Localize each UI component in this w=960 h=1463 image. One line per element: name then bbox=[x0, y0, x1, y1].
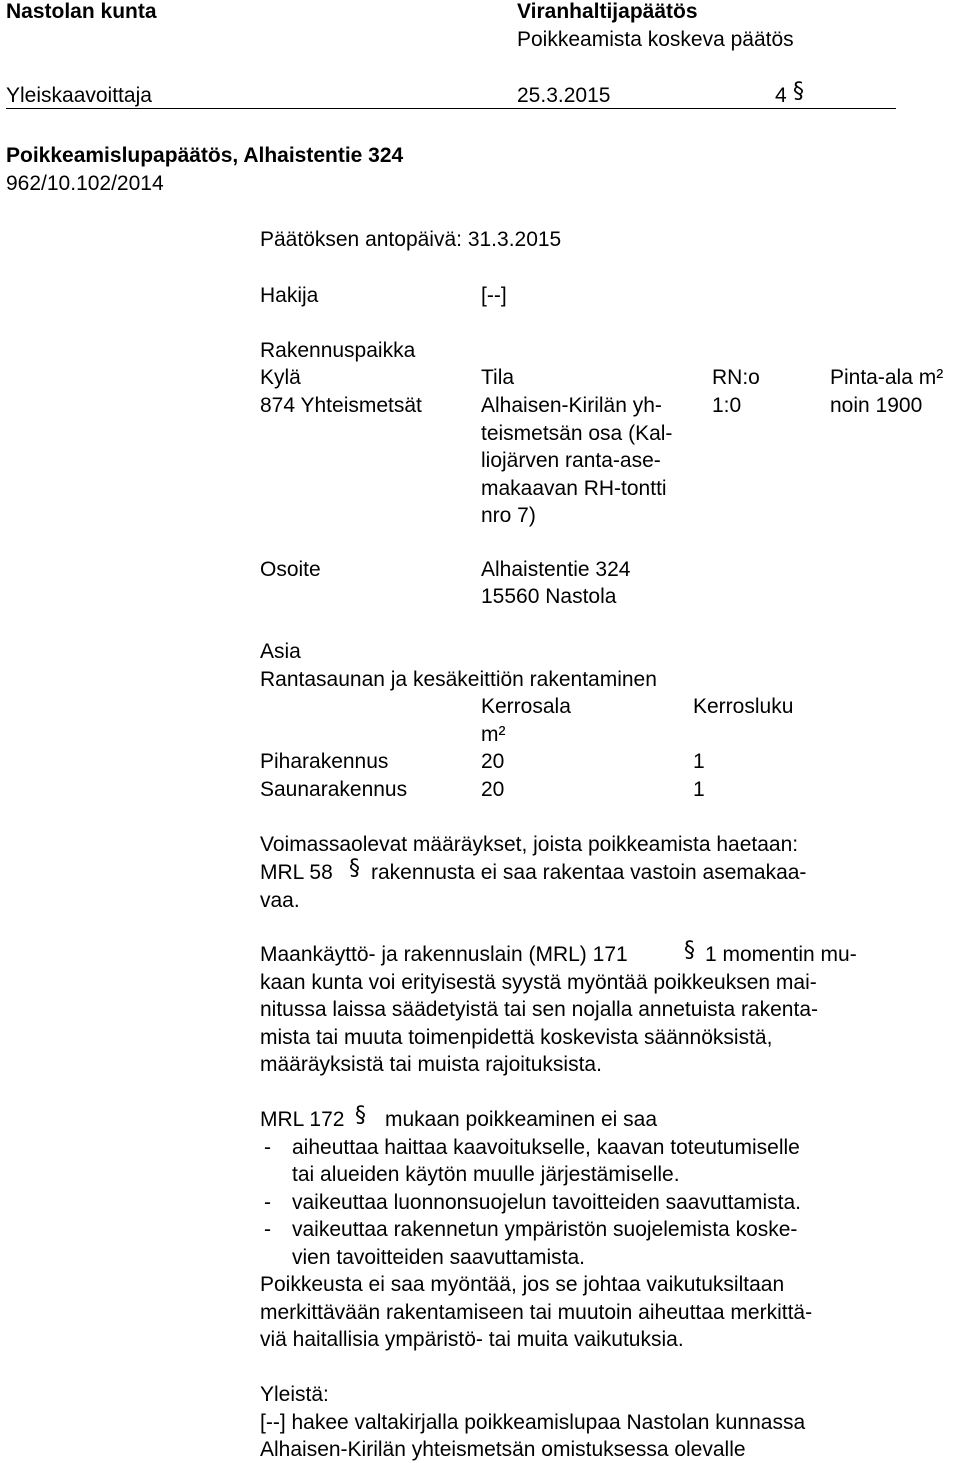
para1-line: mista tai muuta toimenpidettä koskevista säännöksistä, bbox=[260, 1026, 773, 1049]
building-floors: 1 bbox=[693, 750, 705, 773]
matter-description: Rantasaunan ja kesäkeittiön rakentaminen bbox=[260, 668, 657, 691]
para2-tail: viä haitallisia ympäristö- tai muita vaikutuksia. bbox=[260, 1328, 684, 1351]
bullet-text: tai alueiden käytön muulle järjestämiselle. bbox=[292, 1163, 680, 1186]
doc-subtype: Poikkeamista koskeva päätös bbox=[517, 28, 794, 51]
building-name: Piharakennus bbox=[260, 750, 389, 773]
general-label: Yleistä: bbox=[260, 1383, 329, 1406]
site-header-area: Pinta-ala m² bbox=[830, 366, 944, 389]
case-number: 962/10.102/2014 bbox=[6, 172, 164, 195]
section-number: 4 bbox=[775, 84, 787, 107]
decision-date: Päätöksen antopäivä: 31.3.2015 bbox=[260, 228, 562, 251]
bullet-dash: - bbox=[264, 1136, 271, 1159]
regulations-intro: Voimassaolevat määräykset, joista poikkeamista haetaan: bbox=[260, 833, 799, 856]
site-header-rn: RN:o bbox=[712, 366, 760, 389]
site-estate-line: teismetsän osa (Kal- bbox=[481, 421, 673, 445]
site-header-estate: Tila bbox=[481, 366, 515, 389]
org-name: Nastolan kunta bbox=[6, 0, 157, 23]
para1-line: nitussa laissa säädetyistä tai sen nojalla annetuista rakenta- bbox=[260, 998, 818, 1021]
col-floors: Kerrosluku bbox=[693, 695, 794, 718]
section-sign-icon: § bbox=[684, 938, 695, 963]
bullet-dash: - bbox=[264, 1191, 271, 1214]
address-line2: 15560 Nastola bbox=[481, 585, 617, 608]
para2-tail: merkittävään rakentamiseen tai muutoin aiheuttaa merkittä- bbox=[260, 1301, 813, 1324]
header-divider bbox=[6, 108, 896, 109]
bullet-text: aiheuttaa haittaa kaavoitukselle, kaavan toteutumiselle bbox=[292, 1136, 800, 1159]
address-line1: Alhaistentie 324 bbox=[481, 558, 631, 581]
para1-line: kaan kunta voi erityisestä syystä myöntää poikkeuksen mai- bbox=[260, 971, 817, 994]
site-label: Rakennuspaikka bbox=[260, 339, 416, 362]
site-rn: 1:0 bbox=[712, 394, 742, 417]
general-line: Alhaisen-Kirilän yhteismetsän omistuksessa olevalle bbox=[260, 1438, 746, 1461]
site-village: 874 Yhteismetsät bbox=[260, 394, 422, 417]
para2-ref: MRL 172 bbox=[260, 1108, 345, 1131]
para1-line: määräyksistä tai muista rajoituksista. bbox=[260, 1053, 602, 1076]
section-sign-icon: § bbox=[793, 79, 804, 104]
site-estate bbox=[481, 392, 672, 530]
official-title: Yleiskaavoittaja bbox=[6, 84, 152, 107]
matter-label: Asia bbox=[260, 640, 301, 663]
doc-type: Viranhaltijapäätös bbox=[517, 0, 698, 23]
building-floors: 1 bbox=[693, 778, 705, 801]
section-sign-icon: § bbox=[355, 1103, 366, 1128]
applicant-value: [--] bbox=[481, 284, 507, 307]
col-floor-area: Kerrosala bbox=[481, 695, 571, 718]
para2-tail: Poikkeusta ei saa myöntää, jos se johtaa vaikutuksiltaan bbox=[260, 1273, 785, 1296]
building-name: Saunarakennus bbox=[260, 778, 408, 801]
regulations-text: rakennusta ei saa rakentaa vastoin asemakaa- bbox=[371, 861, 807, 884]
decision-title: Poikkeamislupapäätös, Alhaistentie 324 bbox=[6, 144, 404, 167]
para1-line: Maankäyttö- ja rakennuslain (MRL) 171 bbox=[260, 943, 628, 966]
site-estate-line: Alhaisen-Kirilän yh- bbox=[481, 394, 662, 417]
bullet-text: vaikeuttaa rakennetun ympäristön suojelemista koske- bbox=[292, 1218, 798, 1241]
site-estate-line: liojärven ranta-ase- bbox=[481, 449, 661, 472]
para2-intro: mukaan poikkeaminen ei saa bbox=[385, 1108, 657, 1131]
header-date: 25.3.2015 bbox=[517, 84, 611, 107]
bullet-text: vien tavoitteiden saavuttamista. bbox=[292, 1246, 585, 1269]
para1-line: 1 momentin mu- bbox=[705, 943, 857, 966]
bullet-text: vaikeuttaa luonnonsuojelun tavoitteiden saavuttamista. bbox=[292, 1191, 802, 1214]
building-area: 20 bbox=[481, 750, 505, 773]
site-area: noin 1900 bbox=[830, 394, 923, 417]
regulations-ref: MRL 58 bbox=[260, 861, 333, 884]
general-line: [--] hakee valtakirjalla poikkeamislupaa Nastolan kunnassa bbox=[260, 1411, 806, 1434]
applicant-label: Hakija bbox=[260, 284, 319, 307]
address-label: Osoite bbox=[260, 558, 321, 581]
section-sign-icon: § bbox=[349, 856, 360, 881]
building-area: 20 bbox=[481, 778, 505, 801]
regulations-text-cont: vaa. bbox=[260, 889, 300, 912]
site-estate-line: nro 7) bbox=[481, 504, 536, 527]
site-header-village: Kylä bbox=[260, 366, 301, 389]
bullet-dash: - bbox=[264, 1218, 271, 1241]
col-floor-area-unit: m² bbox=[481, 723, 506, 746]
site-estate-line: makaavan RH-tontti bbox=[481, 476, 667, 500]
